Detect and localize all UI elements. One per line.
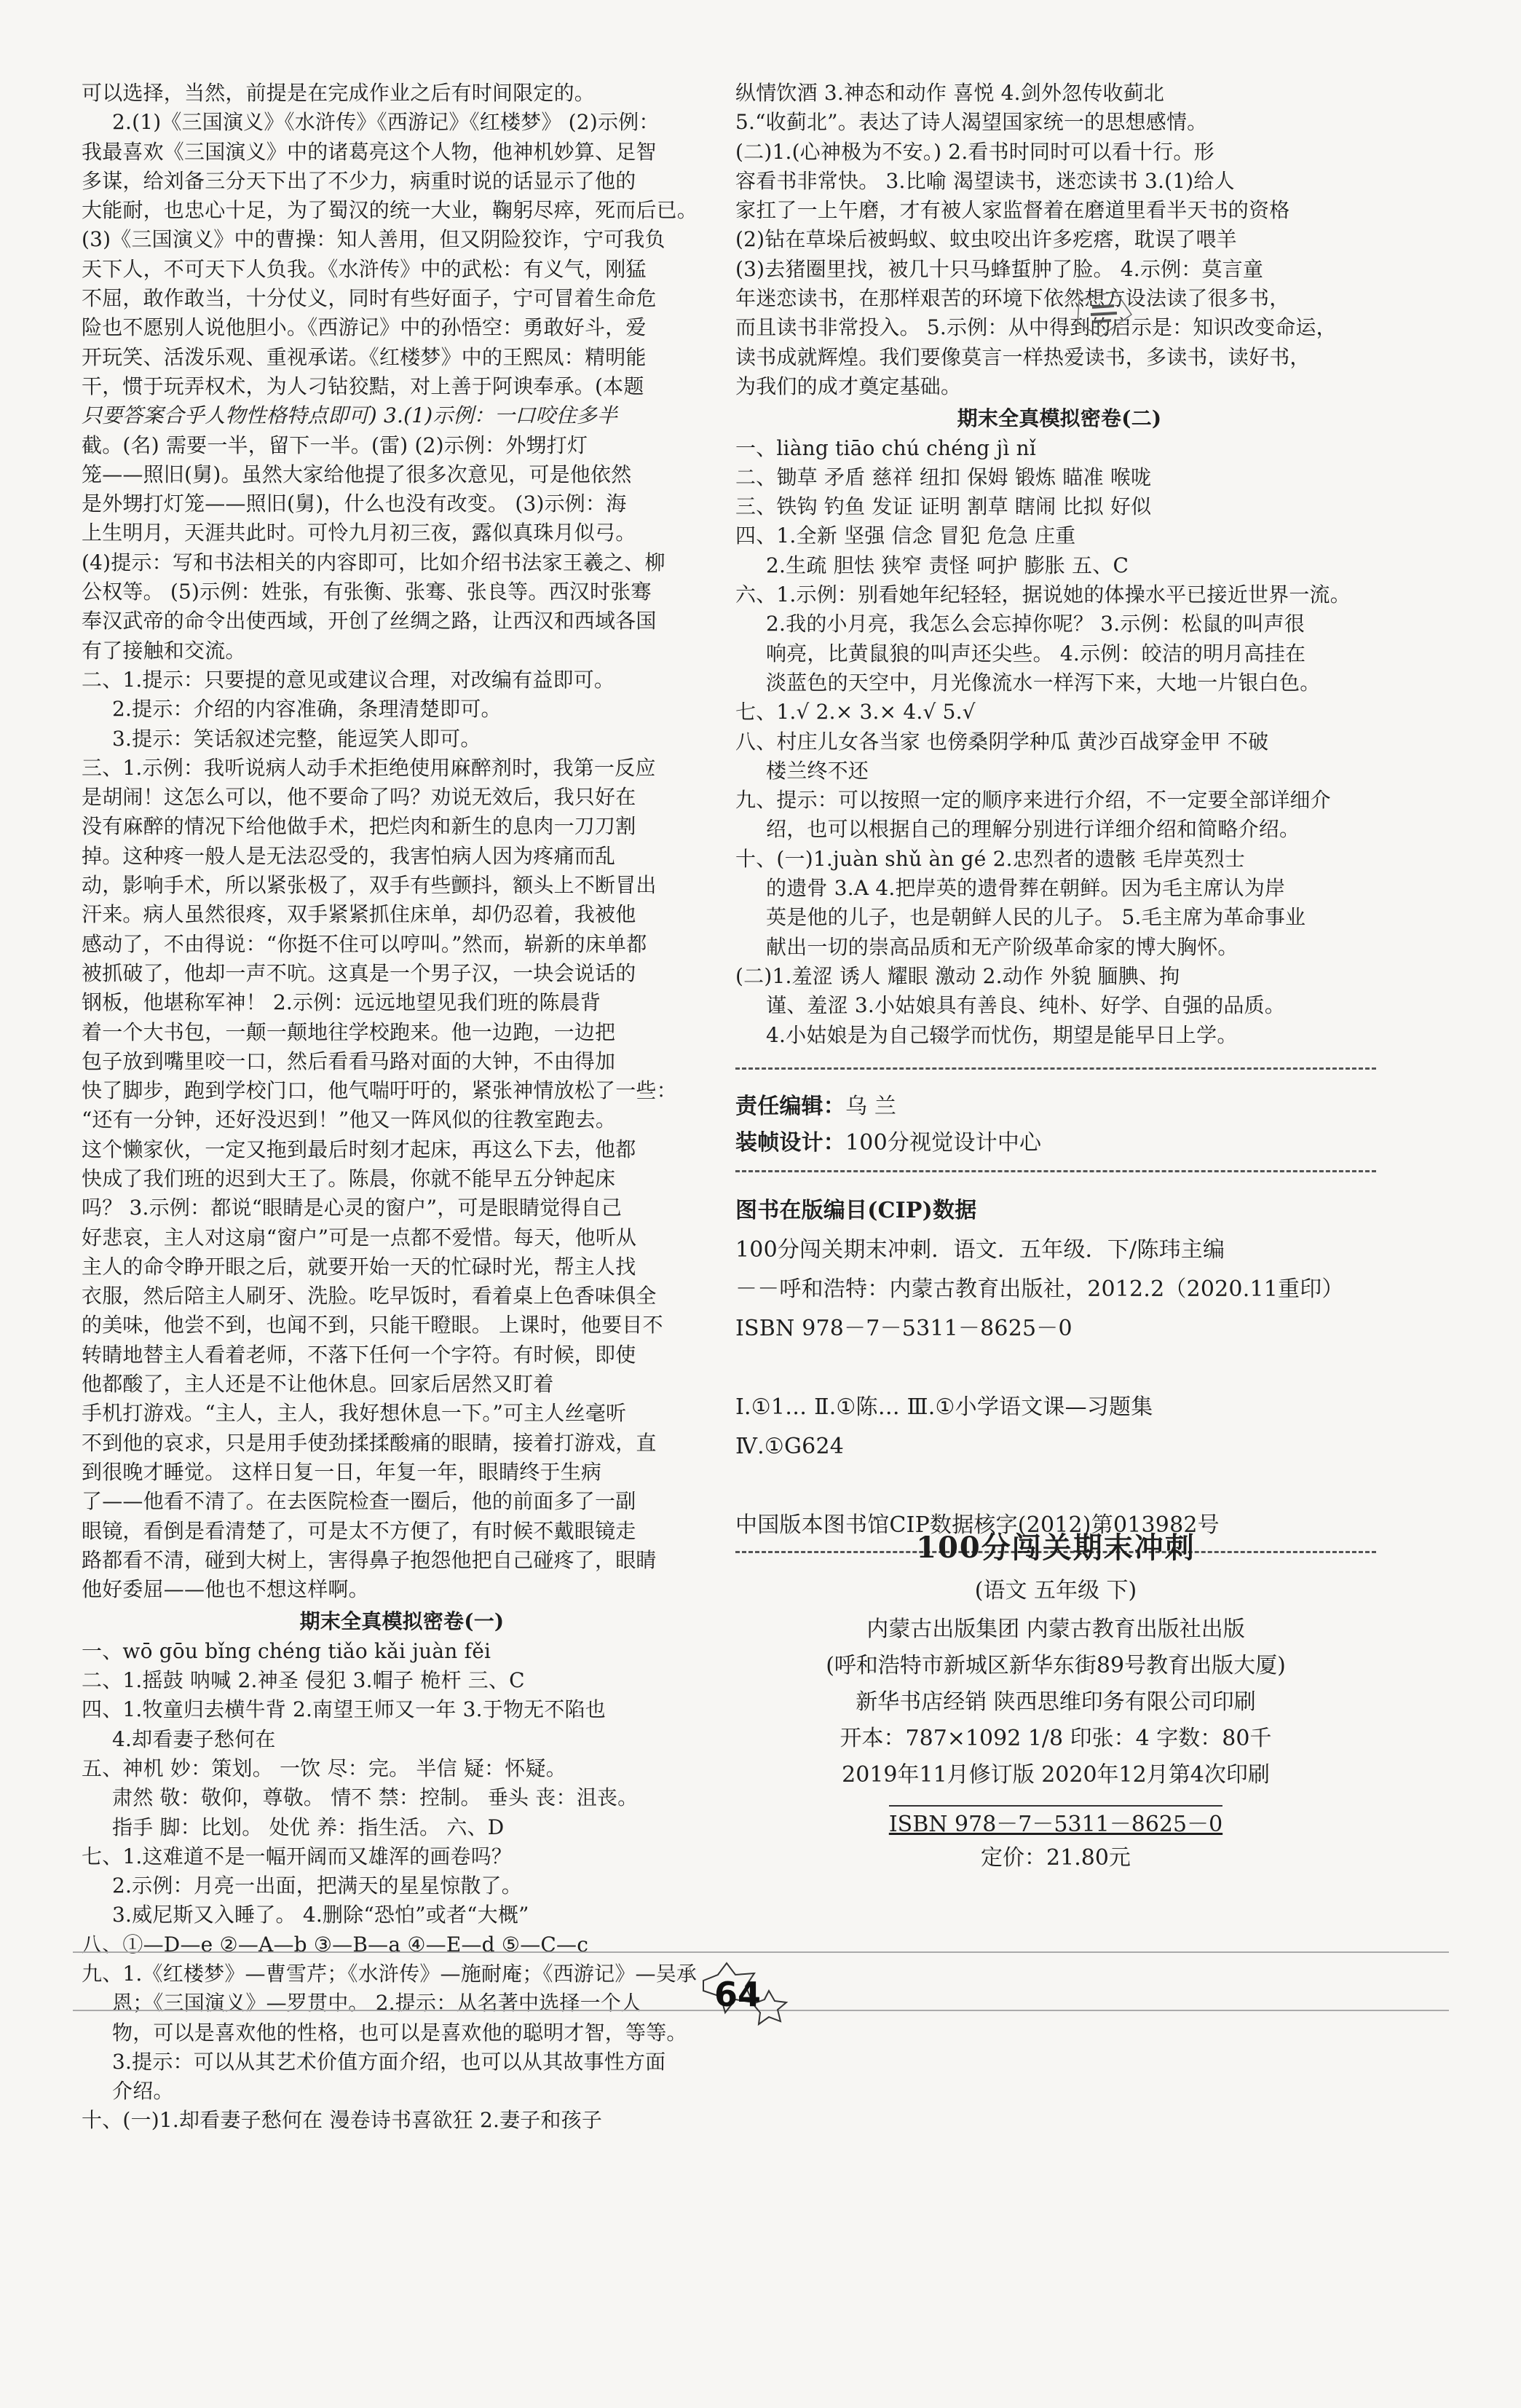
answer-line: 2.提示：介绍的内容准确，条理清楚即可。 [112,697,502,722]
cip-line: 100分闯关期末冲刺．语文．五年级．下/陈玮主编 [735,1236,1225,1263]
page-number-badge [683,1959,792,2039]
cip-line: ISBN 978－7－5311－8625－0 [735,1315,1072,1341]
answer-line: 二、1.提示：只要提的意见或建议合理，对改编有益即可。 [82,667,615,692]
answer-line: 感动了，不由得说：“你挺不住可以哼叫。”然而，崭新的床单都 [82,931,647,956]
answer-line: 天下人，不可天下人负我。《水浒传》中的武松：有义气，刚猛 [82,256,647,281]
answer-line: 我最喜欢《三国演义》中的诸葛亮这个人物，他神机妙算、足智 [82,139,657,164]
imprint-block [735,1525,1376,1875]
answer-line: 可以选择，当然，前提是在完成作业之后有时间限定的。 [82,81,596,105]
imprint-line: 内蒙古出版集团 内蒙古教育出版社出版 [866,1616,1245,1642]
answer-line: 为我们的成才奠定基础。 [735,374,962,398]
answer-line: 大能耐，也忠心十足，为了蜀汉的统一大业，鞠躬尽瘁，死而后已。 [82,198,698,223]
answer-line: 家扛了一上午磨，才有被人家监督着在磨道里看半天书的资格 [735,198,1290,223]
answer-line: 险也不愿别人说他胆小。《西游记》中的孙悟空：勇敢好斗，爱 [82,315,647,340]
bottom-rule [73,1951,1449,1953]
answer-line: 5.“收蓟北”。表达了诗人渴望国家统一的思想感情。 [735,110,1208,135]
imprint-line: (呼和浩特市新城区新华东街89号教育出版大厦) [826,1653,1286,1678]
right-answer-lines [735,79,1383,1050]
answer-line: 衣服，然后陪主人刷牙、洗脸。吃早饭时，看着桌上色香味俱全 [82,1284,657,1308]
answer-line: (二)1.(心神极为不安。) 2.看书时同时可以看十行。形 [735,139,1214,164]
answer-line: 九、1.《红楼梦》—曹雪芹；《水浒传》—施耐庵；《西游记》—吴承 [82,1962,698,1986]
answer-line: 谨、羞涩 3.小姑娘具有善良、纯朴、好学、自强的品质。 [766,993,1286,1018]
cip-lines [735,1231,1383,1545]
answer-line: 五、神机 妙：策划。 一饮 尽：完。 半信 疑：怀疑。 [82,1756,566,1780]
answer-line: 路都看不清，碰到大树上，害得鼻子抱怨他把自己碰疼了，眼睛 [82,1547,657,1572]
answer-line: 钢板，他堪称军神！ 2.示例：远远地望见我们班的陈晨背 [82,990,601,1015]
cip-line: －－呼和浩特：内蒙古教育出版社，2012.2（2020.11重印） [735,1276,1344,1302]
answer-line: 掉。这种疼一般人是无法忍受的，我害怕病人因为疼痛而乱 [82,843,616,868]
answer-line: 物，可以是喜欢他的性格，也可以是喜欢他的聪明才智，等等。 [112,2020,687,2045]
answer-line: (4)提示：写和书法相关的内容即可，比如介绍书法家王羲之、柳 [82,550,665,575]
answer-line: 四、1.牧童归去横牛背 2.南望王师又一年 3.于物无不陷也 [82,1697,606,1722]
section-heading: 期末全真模拟密卷(一) [299,1609,505,1634]
answer-line: 楼兰终不还 [766,758,869,783]
answer-line: (3)去猪圈里找，被几十只马蜂蜇肿了脸。 4.示例：莫言童 [735,256,1264,281]
answer-line: 汗来。病人虽然很疼，双手紧紧抓住床单，却仍忍着，我被他 [82,902,636,927]
answer-line: 3.威尼斯又入睡了。 4.删除“恐怕”或者“大概” [112,1903,529,1927]
answer-line: 英是他的儿子，也是朝鲜人民的儿子。 5.毛主席为革命事业 [766,905,1306,930]
answer-line: 献出一切的崇高品质和无产阶级革命家的博大胸怀。 [766,934,1238,959]
answer-line: 三、1.示例：我听说病人动手术拒绝使用麻醉剂时，我第一反应 [82,755,656,780]
answer-line: 不屈，敢作敢当，十分仗义，同时有些好面子，宁可冒着生命危 [82,286,657,311]
cip-title: 图书在版编目(CIP)数据 [735,1197,977,1223]
answer-line: 一、wō gōu bǐng chéng tiǎo kǎi juàn fěi [82,1638,491,1663]
answer-line: 这个懒家伙，一定又拖到最后时刻才起床，再这么下去，他都 [82,1137,636,1161]
answer-line: 的遗骨 3.A 4.把岸英的遗骨葬在朝鲜。因为毛主席认为岸 [766,876,1286,901]
answer-line: 4.却看妻子愁何在 [112,1726,276,1751]
answer-line: 4.小姑娘是为自己辍学而忧伤，期望是能早日上学。 [766,1022,1238,1047]
answer-line: 笼——照旧(舅)。虽然大家给他提了很多次意见，可是他依然 [82,462,632,486]
answer-line: 绍，也可以根据自己的理解分别进行详细介绍和简略介绍。 [766,817,1300,842]
answer-line: 一、liàng tiāo chú chéng jì nǐ [735,435,1037,460]
answer-line: “还有一分钟，还好没迟到！”他又一阵风似的往教室跑去。 [82,1108,617,1132]
imprint-line: 新华书店经销 陕西思维印务有限公司印刷 [856,1689,1256,1715]
imprint-lines [735,1611,1376,1793]
answer-line: 3.提示：可以从其艺术价值方面介绍，也可以从其故事性方面 [112,2049,666,2074]
answer-line: 不到他的哀求，只是用手使劲揉揉酸痛的眼睛，接着打游戏，直 [82,1430,657,1455]
credits-block [735,1089,1383,1161]
answer-line: 的美味，他尝不到，也闻不到，只能干瞪眼。 上课时，他要目不 [82,1313,663,1338]
answer-line: 二、锄草 矛盾 慈祥 纽扣 保姆 锻炼 瞄准 喉咙 [735,465,1152,489]
answer-line: 淡蓝色的天空中，月光像流水一样泻下来，大地一片银白色。 [766,670,1321,695]
editor-label: 责任编辑： [735,1093,845,1119]
isbn: ISBN 978－7－5311－8625－0 [888,1812,1223,1837]
divider-dashed [735,1067,1376,1070]
imprint-line: 2019年11月修订版 2020年12月第4次印刷 [842,1762,1270,1788]
answer-line: 响亮，比黄鼠狼的叫声还尖些。 4.示例：皎洁的明月高挂在 [766,641,1306,666]
design-line [735,1125,1383,1161]
answer-line: 眼镜，看倒是看清楚了，可是太不方便了，有时候不戴眼镜走 [82,1518,636,1543]
page-number: 64 [714,1975,761,2014]
answer-line: 截。(名) 需要一半，留下一半。(雷) (2)示例：外甥打灯 [82,433,588,457]
price: 定价：21.80元 [981,1845,1131,1871]
divider-dashed [735,1170,1376,1172]
answer-line: 九、提示：可以按照一定的顺序来进行介绍，不一定要全部详细介 [735,788,1331,813]
answer-line: 2.我的小月亮，我怎么会忘掉你呢？ 3.示例：松鼠的叫声很 [766,612,1305,636]
answer-line: 读书成就辉煌。我们要像莫言一样热爱读书，多读书，读好书， [735,344,1311,369]
cip-line [735,1349,1383,1388]
answer-line: 手机打游戏。“主人，主人，我好想休息一下。”可主人丝毫听 [82,1401,627,1426]
answer-line: 奉汉武帝的命令出使西域，开创了丝绸之路，让西汉和西域各国 [82,609,657,633]
answer-line: 六、1.示例：别看她年纪轻轻，据说她的体操水平已接近世界一流。 [735,583,1351,607]
answer-line: 只要答案合乎人物性格特点即可) 3.(1)示例：一口咬住多半 [82,403,618,428]
answer-line: 十、(一)1.juàn shǔ àn gé 2.忠烈者的遗骸 毛岸英烈士 [735,846,1246,871]
answer-line: 吗？ 3.示例：都说“眼睛是心灵的窗户”，可是眼睛觉得自己 [82,1196,623,1220]
answer-line: 包子放到嘴里咬一口，然后看看马路对面的大钟，不由得加 [82,1049,616,1073]
answer-line: 快成了我们班的迟到大王了。陈晨，你就不能早五分钟起床 [82,1166,616,1191]
answer-line: 容看书非常快。 3.比喻 渴望读书，迷恋读书 3.(1)给人 [735,168,1235,193]
answer-line: 他好委屈——他也不想这样啊。 [82,1577,369,1602]
answer-line: 有了接触和交流。 [82,638,246,663]
answer-line: 十、(一)1.却看妻子愁何在 漫卷诗书喜欲狂 2.妻子和孩子 [82,2108,603,2133]
answer-line: 2.生疏 胆怯 狭窄 责怪 呵护 膨胀 五、C [766,553,1129,577]
answer-line: 被抓破了，他却一声不吭。这真是一个男子汉，一块会说话的 [82,960,636,985]
editor-name: 乌 兰 [845,1093,897,1119]
cip-line: Ⅰ.①1… Ⅱ.①陈… Ⅲ.①小学语文课—习题集 [735,1394,1153,1420]
book-title: 100分闯关期末冲刺 [916,1531,1196,1565]
answer-line: 七、1.√ 2.× 3.× 4.√ 5.√ [735,700,976,725]
design-label: 装帧设计： [735,1129,845,1156]
answer-line: 着一个大书包，一颠一颠地往学校跑来。他一边跑，一边把 [82,1019,616,1044]
section-heading: 期末全真模拟密卷(二) [957,406,1162,431]
answer-line: 介绍。 [112,2079,174,2104]
answer-line: 是胡闹！这怎么可以，他不要命了吗？劝说无效后，我只好在 [82,785,636,810]
answer-line: 上生明月，天涯共此时。可怜九月初三夜，露似真珠月似弓。 [82,521,636,545]
answer-line: 是外甥打灯笼——照旧(舅)，什么也没有改变。 (3)示例：海 [82,492,627,516]
answer-line: 主人的命令睁开眼之后，就要开始一天的忙碌时光，帮主人找 [82,1254,636,1279]
answer-line: (3)《三国演义》中的曹操：知人善用，但又阴险狡诈，宁可我负 [82,227,665,252]
design-name: 100分视觉设计中心 [845,1129,1042,1156]
cip-line [735,1466,1383,1506]
left-column [82,79,722,2136]
answer-line: 开玩笑、活泼乐观、重视承诺。《红楼梦》中的王熙凤：精明能 [82,344,647,369]
answer-line: 恩；《三国演义》—罗贯中。 2.提示：从名著中选择一个人 [112,1991,642,2016]
answer-line: 四、1.全新 坚强 信念 冒犯 危急 庄重 [735,524,1076,548]
book-subtitle: (语文 五年级 下) [974,1578,1137,1603]
answer-line: 好悲哀，主人对这扇“窗户”可是一点都不爱惜。每天，他听从 [82,1225,637,1250]
answer-line: 干，惯于玩弄权术，为人刁钻狡黠，对上善于阿谀奉承。(本题 [82,374,644,398]
answer-line: 纵情饮酒 3.神态和动作 喜悦 4.剑外忽传收蓟北 [735,81,1165,105]
cip-line: Ⅳ.①G624 [735,1433,845,1459]
answer-line: 2.(1)《三国演义》《水浒传》《西游记》《红楼梦》 (2)示例： [112,110,660,135]
cip-line: 中国版本图书馆CIP数据核字(2012)第013982号 [735,1512,1220,1538]
answer-line: 了——他看不清了。在去医院检查一圈后，他的前面多了一副 [82,1489,636,1514]
answer-line: 三、铁钩 钓鱼 发证 证明 割草 瞎闹 比拟 好似 [735,494,1152,519]
answer-line: 他都酸了，主人还是不让他休息。回家后居然又盯着 [82,1372,554,1397]
answer-line: 公权等。 (5)示例：姓张，有张衡、张骞、张良等。西汉时张骞 [82,580,652,604]
isbn-price-box [889,1805,1222,1875]
answer-line: 快了脚步，跑到学校门口，他气喘吁吁的，紧张神情放松了一些： [82,1078,677,1103]
answer-line: 二、1.摇鼓 呐喊 2.神圣 侵犯 3.帽子 桅杆 三、C [82,1668,525,1693]
answer-line: 七、1.这难道不是一幅开阔而又雄浑的画卷吗？ [82,1844,513,1868]
answer-line: 而且读书非常投入。 5.示例：从中得到的启示是：知识改变命运， [735,315,1337,340]
right-column [735,79,1383,1572]
answer-line: (2)钻在草垛后被蚂蚁、蚊虫咬出许多疙瘩，耽误了喂羊 [735,227,1237,252]
answer-line: 动，影响手术，所以紧张极了，双手有些颤抖，额头上不断冒出 [82,873,657,898]
answer-line: 年迷恋读书，在那样艰苦的环境下依然想方设法读了很多书， [735,286,1290,311]
cip-block [735,1191,1383,1545]
answer-line: 八、村庄儿女各当家 也傍桑阴学种瓜 黄沙百战穿金甲 不破 [735,729,1269,754]
answer-line: 多谋，给刘备三分天下出了不少力，病重时说的话显示了他的 [82,168,636,193]
answer-line: 没有麻醉的情况下给他做手术，把烂肉和新生的息肉一刀刀割 [82,814,636,839]
answer-line: 到很晚才睡觉。 这样日复一日，年复一年，眼睛终于生病 [82,1459,602,1484]
answer-line: (二)1.羞涩 诱人 耀眼 激动 2.动作 外貌 腼腆、拘 [735,963,1180,988]
imprint-line: 开本：787×1092 1/8 印张：4 字数：80千 [839,1726,1272,1751]
answer-line: 指手 脚：比划。 处优 养：指生活。 六、D [112,1815,505,1839]
answer-line: 2.示例：月亮一出面，把满天的星星惊散了。 [112,1874,522,1898]
stamp-mark-icon [1072,285,1137,344]
answer-line: 3.提示：笑话叙述完整，能逗笑人即可。 [112,726,481,751]
answer-line: 肃然 敬：敬仰，尊敬。 情不 禁：控制。 垂头 丧：沮丧。 [112,1785,639,1810]
answer-line: 转睛地替主人看着老师，不落下任何一个字符。有时候，即使 [82,1342,636,1367]
answer-line: 八、①—D—e ②—A—b ③—B—a ④—E—d ⑤—C—c [82,1932,589,1957]
editor-line [735,1089,1383,1125]
